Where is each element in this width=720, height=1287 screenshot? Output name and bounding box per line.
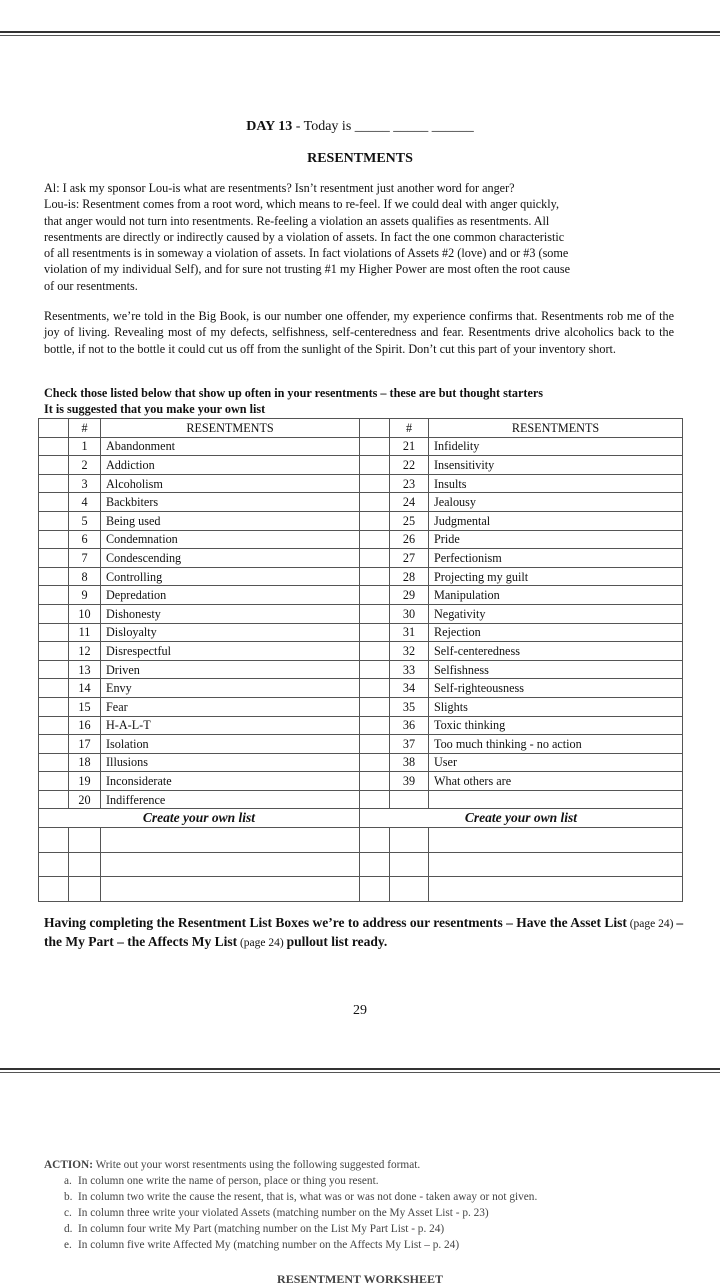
check-checkbox-cell[interactable] — [39, 790, 69, 809]
closing-page-ref-1: (page 24) — [626, 918, 677, 930]
resentment-label: Dishonesty — [101, 604, 360, 623]
closing-part-3: pullout list ready. — [286, 934, 388, 949]
resentment-number: 13 — [69, 660, 101, 679]
resentment-number: 7 — [69, 549, 101, 568]
table-row — [39, 790, 683, 809]
own-list-entry-cell[interactable] — [39, 828, 69, 853]
resentment-label: Insults — [429, 474, 683, 493]
check-checkbox-cell[interactable] — [39, 530, 69, 549]
action-step-text: In column one write the name of person, place or thing you resent. — [78, 1175, 379, 1187]
action-step — [64, 1221, 694, 1237]
resentment-number: 39 — [390, 772, 429, 791]
resentment-label: Self-righteousness — [429, 679, 683, 698]
resentment-label: Isolation — [101, 735, 360, 754]
dialogue-line: that anger would not turn into resentments. Re-feeling a violation an assets qualifies as resentments. All — [44, 213, 550, 228]
table-row — [39, 660, 683, 679]
resentment-label: Condescending — [101, 549, 360, 568]
check-checkbox-cell[interactable] — [360, 511, 390, 530]
resentment-label: What others are — [429, 772, 683, 791]
resentment-number: 1 — [69, 437, 101, 456]
own-list-entry-cell[interactable] — [429, 828, 683, 853]
own-list-blank-row — [39, 828, 683, 853]
resentment-number: 9 — [69, 586, 101, 605]
check-checkbox-cell[interactable] — [360, 790, 390, 809]
check-checkbox-cell[interactable] — [39, 716, 69, 735]
table-row — [39, 586, 683, 605]
resentment-number: 17 — [69, 735, 101, 754]
resentment-number: 4 — [69, 493, 101, 512]
own-list-entry-cell[interactable] — [390, 828, 429, 853]
own-list-header-row — [39, 809, 683, 828]
table-row — [39, 456, 683, 475]
resentment-label: Depredation — [101, 586, 360, 605]
dialogue-line: violation of my individual Self), and for sure not trusting #1 my Higher Power are most often the root cause — [44, 262, 570, 277]
own-list-entry-cell[interactable] — [69, 828, 101, 853]
day-heading — [0, 119, 720, 135]
resentment-number: 27 — [390, 549, 429, 568]
own-list-entry-cell[interactable] — [360, 877, 390, 902]
resentment-number: 14 — [69, 679, 101, 698]
dialogue-line: Lou-is: Resentment comes from a root word, which means to re-feel. If we could deal with anger quickly, — [44, 197, 559, 212]
table-row — [39, 697, 683, 716]
table-row — [39, 474, 683, 493]
check-checkbox-cell[interactable] — [360, 716, 390, 735]
table-row — [39, 549, 683, 568]
check-checkbox-cell[interactable] — [39, 567, 69, 586]
table-row — [39, 604, 683, 623]
resentment-label: Perfectionism — [429, 549, 683, 568]
check-checkbox-cell[interactable] — [360, 660, 390, 679]
resentment-number: 31 — [390, 623, 429, 642]
own-list-entry-cell[interactable] — [390, 852, 429, 877]
own-list-entry-cell[interactable] — [101, 852, 360, 877]
resentment-number: 32 — [390, 642, 429, 661]
resentment-number: 33 — [390, 660, 429, 679]
checklist-instructions — [44, 386, 684, 417]
check-checkbox-cell[interactable] — [360, 697, 390, 716]
action-step-marker: d. — [64, 1223, 73, 1235]
action-step-text: In column four write My Part (matching number on the List My Part List - p. 24) — [78, 1223, 445, 1235]
check-checkbox-cell[interactable] — [39, 437, 69, 456]
resentment-label: Addiction — [101, 456, 360, 475]
resentment-label: Abandonment — [101, 437, 360, 456]
check-column-header — [39, 419, 69, 438]
check-checkbox-cell[interactable] — [39, 474, 69, 493]
action-step — [64, 1173, 694, 1189]
resentment-label: Jealousy — [429, 493, 683, 512]
resentment-label: Projecting my guilt — [429, 567, 683, 586]
resentment-label: Toxic thinking — [429, 716, 683, 735]
big-book-paragraph: Resentments, we’re told in the Big Book, is our number one offender, my experience confirms that. Resentments rob me of the joy of living. Revealing most of my defects, selfishness, self-centeredness and fear. Resentments drive alcoholics back to the bottle, if not to the bottle it could cut us off from the sunlight of the Spirit. Don’t cut this part of your inventory short. — [44, 309, 674, 356]
resentment-label: Illusions — [101, 753, 360, 772]
own-list-entry-cell[interactable] — [69, 852, 101, 877]
dialogue-line: of our resentments. — [44, 278, 138, 293]
resentment-label: Negativity — [429, 604, 683, 623]
own-list-entry-cell[interactable] — [360, 852, 390, 877]
check-checkbox-cell[interactable] — [360, 567, 390, 586]
own-list-entry-cell[interactable] — [101, 877, 360, 902]
resentment-number: 38 — [390, 753, 429, 772]
closing-page-ref-2: (page 24) — [237, 937, 287, 949]
resentment-number: 30 — [390, 604, 429, 623]
action-step-marker: a. — [64, 1175, 72, 1187]
resentment-number: 18 — [69, 753, 101, 772]
action-step-text: In column five write Affected My (matching number on the Affects My List – p. 24) — [78, 1239, 460, 1251]
table-row — [39, 437, 683, 456]
checklist-line-2: It is suggested that you make your own list — [44, 401, 266, 416]
resentment-number: 20 — [69, 790, 101, 809]
resentment-number: 37 — [390, 735, 429, 754]
table-row — [39, 753, 683, 772]
checklist-line-1: Check those listed below that show up often in your resentments – these are but thought starters — [44, 386, 544, 400]
closing-instructions — [44, 914, 684, 952]
resentment-label: Backbiters — [101, 493, 360, 512]
resentment-label: Condemnation — [101, 530, 360, 549]
check-checkbox-cell[interactable] — [39, 735, 69, 754]
action-step — [64, 1205, 694, 1221]
check-checkbox-cell[interactable] — [360, 456, 390, 475]
check-checkbox-cell[interactable] — [360, 679, 390, 698]
check-checkbox-cell[interactable] — [39, 642, 69, 661]
number-column-header: # — [69, 419, 101, 438]
action-step-marker: e. — [64, 1239, 72, 1251]
resentment-label: Inconsiderate — [101, 772, 360, 791]
action-text: Write out your worst resentments using the following suggested format. — [92, 1159, 421, 1171]
resentment-number: 10 — [69, 604, 101, 623]
dialogue-line: Al: I ask my sponsor Lou-is what are resentments? Isn’t resentment just another word for anger? — [44, 181, 515, 195]
check-checkbox-cell[interactable] — [360, 549, 390, 568]
check-checkbox-cell[interactable] — [39, 456, 69, 475]
check-checkbox-cell[interactable] — [39, 586, 69, 605]
table-row — [39, 567, 683, 586]
resentment-number: 15 — [69, 697, 101, 716]
resentment-label — [429, 790, 683, 809]
own-list-label-right: Create your own list — [360, 809, 683, 828]
check-checkbox-cell[interactable] — [360, 604, 390, 623]
page-number: 29 — [353, 1003, 367, 1018]
closing-part-1: Having completing the Resentment List Boxes we’re to address our resentments – Have the Asset List — [44, 915, 627, 930]
check-checkbox-cell[interactable] — [39, 772, 69, 791]
resentment-label: Controlling — [101, 567, 360, 586]
check-checkbox-cell[interactable] — [39, 679, 69, 698]
number-column-header: # — [390, 419, 429, 438]
check-checkbox-cell[interactable] — [360, 530, 390, 549]
resentment-number: 25 — [390, 511, 429, 530]
resentment-number: 11 — [69, 623, 101, 642]
resentment-number: 24 — [390, 493, 429, 512]
closing-part-2: – the My Part – the Affects My List — [44, 915, 684, 949]
check-checkbox-cell[interactable] — [360, 474, 390, 493]
resentment-label: Disloyalty — [101, 623, 360, 642]
check-checkbox-cell[interactable] — [360, 642, 390, 661]
resentment-number: 2 — [69, 456, 101, 475]
check-checkbox-cell[interactable] — [360, 437, 390, 456]
check-checkbox-cell[interactable] — [39, 623, 69, 642]
top-rule — [0, 31, 720, 33]
resentments-table — [38, 418, 683, 902]
resentment-label: Envy — [101, 679, 360, 698]
action-step — [64, 1189, 694, 1205]
resentment-label: Self-centeredness — [429, 642, 683, 661]
dialogue-paragraph — [44, 180, 674, 294]
own-list-entry-cell[interactable] — [39, 877, 69, 902]
resentment-number: 16 — [69, 716, 101, 735]
day-label: DAY 13 — [246, 119, 293, 134]
check-checkbox-cell[interactable] — [39, 604, 69, 623]
resentment-label: Driven — [101, 660, 360, 679]
today-is-blanks: - Today is _____ _____ ______ — [292, 119, 474, 134]
resentment-label: Manipulation — [429, 586, 683, 605]
resentment-number: 22 — [390, 456, 429, 475]
resentment-label: Judgmental — [429, 511, 683, 530]
resentment-label: Disrespectful — [101, 642, 360, 661]
page-break-rule-thin — [0, 1072, 720, 1073]
resentment-number: 3 — [69, 474, 101, 493]
table-row — [39, 530, 683, 549]
resentment-label: Alcoholism — [101, 474, 360, 493]
action-step-text: In column two write the cause the resent, that is, what was or was not done - taken away or not given. — [78, 1191, 538, 1203]
resentment-label: Indifference — [101, 790, 360, 809]
next-page-action — [44, 1157, 694, 1253]
own-list-entry-cell[interactable] — [429, 877, 683, 902]
table-row — [39, 493, 683, 512]
resentment-number: 26 — [390, 530, 429, 549]
own-list-blank-row — [39, 877, 683, 902]
own-list-entry-cell[interactable] — [39, 852, 69, 877]
check-checkbox-cell[interactable] — [360, 753, 390, 772]
dialogue-line: of all resentments is in someway a violation of assets. In fact violations of Assets #2 (love) and or #3 (some — [44, 246, 569, 261]
resentment-number: 34 — [390, 679, 429, 698]
table-row — [39, 735, 683, 754]
check-column-header — [360, 419, 390, 438]
resentment-number: 19 — [69, 772, 101, 791]
top-rule-thin — [0, 35, 720, 36]
action-label: ACTION: — [44, 1159, 93, 1171]
resentment-label: H-A-L-T — [101, 716, 360, 735]
table-header-row — [39, 419, 683, 438]
resentment-number: 6 — [69, 530, 101, 549]
resentment-label: Insensitivity — [429, 456, 683, 475]
resentment-number: 36 — [390, 716, 429, 735]
resentment-label: Too much thinking - no action — [429, 735, 683, 754]
worksheet-title: RESENTMENT WORKSHEET — [277, 1272, 443, 1286]
resentment-label: User — [429, 753, 683, 772]
action-step-marker: c. — [64, 1207, 72, 1219]
resentment-label: Rejection — [429, 623, 683, 642]
resentment-label: Infidelity — [429, 437, 683, 456]
resentment-number: 29 — [390, 586, 429, 605]
table-row — [39, 511, 683, 530]
check-checkbox-cell[interactable] — [360, 493, 390, 512]
resentment-label: Being used — [101, 511, 360, 530]
resentment-label: Pride — [429, 530, 683, 549]
own-list-entry-cell[interactable] — [101, 828, 360, 853]
table-row — [39, 623, 683, 642]
check-checkbox-cell[interactable] — [39, 493, 69, 512]
resentment-number: 35 — [390, 697, 429, 716]
resentment-number — [390, 790, 429, 809]
action-step — [64, 1237, 694, 1253]
own-list-entry-cell[interactable] — [360, 828, 390, 853]
action-steps — [44, 1173, 694, 1253]
resentment-number: 28 — [390, 567, 429, 586]
check-checkbox-cell[interactable] — [39, 753, 69, 772]
check-checkbox-cell[interactable] — [39, 697, 69, 716]
resentment-number: 8 — [69, 567, 101, 586]
resentments-column-header: RESENTMENTS — [101, 419, 360, 438]
action-step-text: In column three write your violated Assets (matching number on the My Asset List - p. 23) — [78, 1207, 489, 1219]
dialogue-line: resentments are directly or indirectly caused by a violation of assets. In fact the one common characteristic — [44, 229, 565, 244]
action-line — [44, 1157, 694, 1173]
table-row — [39, 642, 683, 661]
check-checkbox-cell[interactable] — [360, 772, 390, 791]
own-list-entry-cell[interactable] — [69, 877, 101, 902]
own-list-entry-cell[interactable] — [390, 877, 429, 902]
check-checkbox-cell[interactable] — [360, 586, 390, 605]
resentment-label: Fear — [101, 697, 360, 716]
own-list-label-left: Create your own list — [39, 809, 360, 828]
check-checkbox-cell[interactable] — [39, 549, 69, 568]
action-step-marker: b. — [64, 1191, 73, 1203]
resentment-label: Selfishness — [429, 660, 683, 679]
table-row — [39, 716, 683, 735]
resentment-label: Slights — [429, 697, 683, 716]
resentment-number: 5 — [69, 511, 101, 530]
resentment-number: 23 — [390, 474, 429, 493]
page-title: RESENTMENTS — [307, 151, 413, 166]
resentments-column-header: RESENTMENTS — [429, 419, 683, 438]
resentment-number: 12 — [69, 642, 101, 661]
page-break-rule — [0, 1068, 720, 1070]
check-checkbox-cell[interactable] — [39, 511, 69, 530]
check-checkbox-cell[interactable] — [39, 660, 69, 679]
check-checkbox-cell[interactable] — [360, 735, 390, 754]
own-list-blank-row — [39, 852, 683, 877]
resentment-number: 21 — [390, 437, 429, 456]
table-row — [39, 772, 683, 791]
check-checkbox-cell[interactable] — [360, 623, 390, 642]
table-row — [39, 679, 683, 698]
own-list-entry-cell[interactable] — [429, 852, 683, 877]
